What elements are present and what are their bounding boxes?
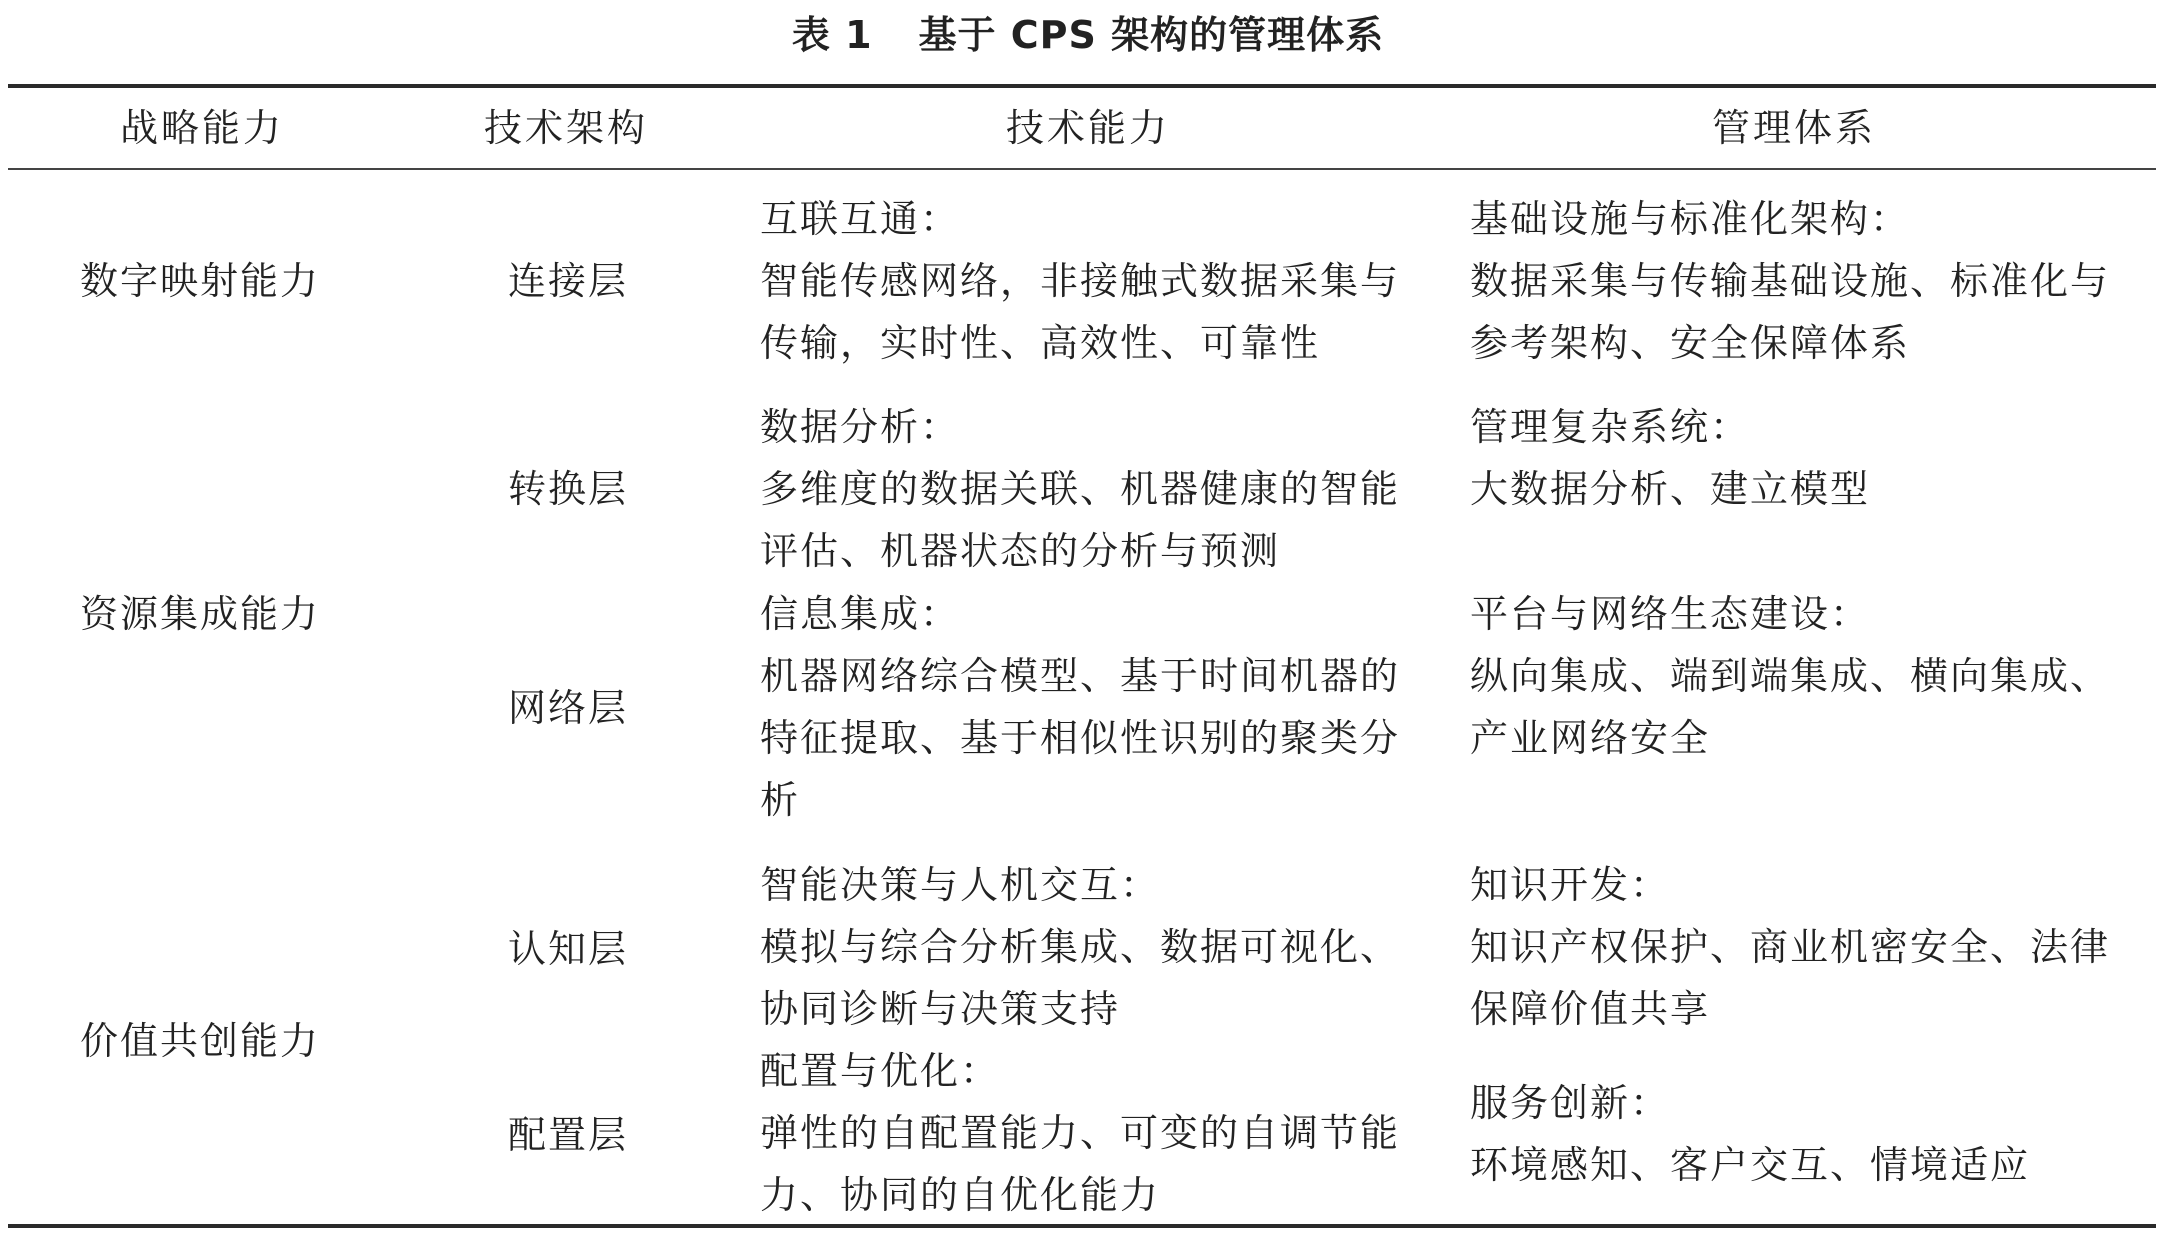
tech-label: 互联互通： <box>760 197 961 241</box>
tech-cell-conversion <box>760 396 1426 582</box>
mgmt-label: 服务创新： <box>1470 1081 1671 1125</box>
header-tech-capability: 技术能力 <box>1006 106 1171 150</box>
mgmt-text: 纵向集成、端到端集成、横向集成、产业网络安全 <box>1470 654 2111 760</box>
table-title: 基于 CPS 架构的管理体系 <box>918 13 1385 57</box>
layer-conversion: 转换层 <box>508 467 629 511</box>
strategy-value-cocreation: 价值共创能力 <box>80 1019 321 1063</box>
mgmt-cell-cognition <box>1470 854 2142 1040</box>
tech-label: 信息集成： <box>760 592 961 636</box>
layer-connection: 连接层 <box>508 259 629 303</box>
tech-cell-connection <box>760 188 1426 374</box>
strategy-resource-integration: 资源集成能力 <box>80 592 321 636</box>
mgmt-cell-connection <box>1470 188 2142 374</box>
strategy-digital-mapping: 数字映射能力 <box>80 259 321 303</box>
tech-text: 智能传感网络，非接触式数据采集与传输，实时性、高效性、可靠性 <box>760 259 1401 365</box>
mgmt-cell-configuration <box>1470 1072 2142 1196</box>
mgmt-text: 环境感知、客户交互、情境适应 <box>1470 1143 2031 1187</box>
tech-cell-configuration <box>760 1040 1426 1226</box>
layer-configuration: 配置层 <box>508 1113 629 1157</box>
mgmt-label: 平台与网络生态建设： <box>1470 592 1871 636</box>
tech-text: 模拟与综合分析集成、数据可视化、协同诊断与决策支持 <box>760 925 1401 1031</box>
mgmt-label: 知识开发： <box>1470 863 1671 907</box>
table-caption <box>0 8 2176 62</box>
mgmt-text: 数据采集与传输基础设施、标准化与参考架构、安全保障体系 <box>1470 259 2111 365</box>
mgmt-cell-conversion <box>1470 396 2142 520</box>
top-rule <box>8 84 2156 88</box>
mgmt-text: 大数据分析、建立模型 <box>1470 467 1871 511</box>
layer-network: 网络层 <box>508 686 629 730</box>
tech-label: 配置与优化： <box>760 1049 1001 1093</box>
header-management-system: 管理体系 <box>1712 106 1877 150</box>
header-architecture: 技术架构 <box>484 106 649 150</box>
mgmt-label: 基础设施与标准化架构： <box>1470 197 1911 241</box>
tech-cell-network <box>760 583 1426 831</box>
mgmt-text: 知识产权保护、商业机密安全、法律保障价值共享 <box>1470 925 2111 1031</box>
tech-text: 弹性的自配置能力、可变的自调节能力、协同的自优化能力 <box>760 1111 1401 1217</box>
mgmt-cell-network <box>1470 583 2142 769</box>
mgmt-label: 管理复杂系统： <box>1470 405 1751 449</box>
tech-text: 机器网络综合模型、基于时间机器的特征提取、基于相似性识别的聚类分析 <box>760 654 1401 822</box>
tech-label: 智能决策与人机交互： <box>760 863 1161 907</box>
tech-cell-cognition <box>760 854 1426 1040</box>
layer-cognition: 认知层 <box>508 927 629 971</box>
header-rule <box>8 168 2156 170</box>
tech-text: 多维度的数据关联、机器健康的智能评估、机器状态的分析与预测 <box>760 467 1401 573</box>
table-number: 表 1 <box>791 13 873 57</box>
header-strategy: 战略能力 <box>120 106 285 150</box>
tech-label: 数据分析： <box>760 405 961 449</box>
